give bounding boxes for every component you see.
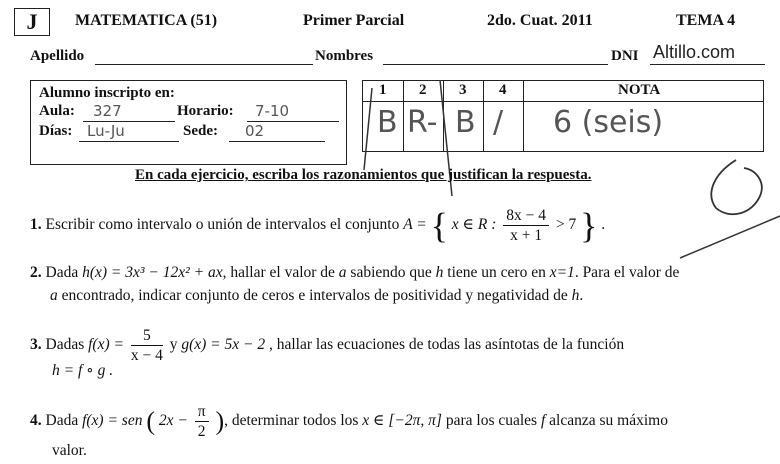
exercise-1-tail: . bbox=[601, 216, 606, 234]
paren-open-icon: ( bbox=[146, 406, 156, 436]
sede-value: 02 bbox=[245, 122, 265, 140]
exercise-3-text: , hallar las ecuaciones de todas las asíntotas de la función bbox=[268, 336, 625, 354]
exercise-4-arg: 2x − bbox=[158, 412, 188, 430]
grade-header-1: 1 bbox=[379, 82, 387, 98]
exercise-3-f-lhs: f(x) = bbox=[88, 336, 124, 354]
brace-open-icon: { bbox=[430, 205, 448, 246]
grade-header-4: 4 bbox=[499, 82, 507, 98]
grade-header-2: 2 bbox=[419, 82, 427, 98]
brace-close-icon: } bbox=[580, 205, 598, 246]
aula-value: 327 bbox=[93, 102, 122, 120]
term: 2do. Cuat. 2011 bbox=[487, 12, 593, 29]
exercise-2-zero: x=1 bbox=[549, 264, 575, 281]
nombres-label: Nombres bbox=[315, 48, 374, 64]
exercise-1-number: 1. bbox=[30, 216, 42, 234]
exercise-2 bbox=[30, 262, 679, 284]
exercise-2-text-5: encontrado, indicar conjunto de ceros e intervalos de positividad y negatividad de bbox=[61, 287, 568, 304]
sede-label: Sede: bbox=[183, 123, 218, 139]
exercise-2-lead: Dada bbox=[45, 264, 79, 281]
grade-4-mark: / bbox=[493, 105, 504, 140]
exercise-1-relation: > 7 bbox=[555, 216, 577, 234]
exercise-2-var-h: h bbox=[435, 264, 444, 281]
dni-label: DNI bbox=[611, 48, 639, 64]
exercise-3-fraction bbox=[131, 326, 163, 365]
version-letter-box: J bbox=[14, 8, 50, 36]
exercise-2-function: h(x) = 3x³ − 12x² + ax bbox=[82, 264, 223, 281]
exercise-4 bbox=[30, 402, 668, 441]
exercise-2-text-2: sabiendo que bbox=[350, 264, 432, 281]
exercise-3-g: g(x) = 5x − 2 bbox=[181, 336, 266, 354]
exercise-3-lead: Dadas bbox=[45, 336, 85, 354]
exercise-1-set-head: x ∈ R : bbox=[451, 216, 497, 234]
exercise-4-fraction bbox=[195, 402, 209, 441]
exercise-4-f-lhs: f(x) = sen bbox=[82, 412, 143, 430]
inscription-title: Alumno inscripto en: bbox=[39, 85, 175, 101]
exercise-3-conj: y bbox=[169, 336, 178, 354]
exercise-4-frac-num: π bbox=[195, 402, 209, 422]
exercise-1-text: Escribir como intervalo o unión de intervalos el conjunto bbox=[45, 216, 400, 234]
exercise-4-domain: x ∈ [−2π, π] bbox=[362, 412, 442, 430]
grade-2-mark: R- bbox=[407, 105, 438, 140]
exercise-1-fraction bbox=[503, 206, 549, 245]
exercise-3-frac-num: 5 bbox=[131, 326, 163, 346]
exercise-2-line-2 bbox=[50, 285, 583, 307]
exercise-4-text-1: , determinar todos los bbox=[224, 412, 359, 430]
nota-header: NOTA bbox=[618, 82, 661, 98]
grade-1-mark: B bbox=[377, 105, 398, 140]
exercise-2-var-h-2: h bbox=[571, 287, 580, 304]
exercise-3-h: h = f ∘ g . bbox=[52, 362, 114, 379]
exercise-4-text-2: para los cuales bbox=[445, 412, 538, 430]
exercise-2-text-4: . Para el valor de bbox=[574, 264, 680, 281]
horario-label: Horario: bbox=[177, 103, 234, 119]
pen-stroke-3 bbox=[680, 216, 780, 258]
exercise-1-set-lhs: A = bbox=[403, 216, 427, 234]
pen-loop bbox=[711, 160, 761, 214]
exercise-2-var-a: a bbox=[338, 264, 347, 281]
exercise-3-line-2 bbox=[52, 360, 113, 382]
exam-name: Primer Parcial bbox=[303, 12, 405, 29]
pen-stroke-1 bbox=[364, 88, 372, 170]
topic: TEMA 4 bbox=[676, 12, 736, 29]
exercise-2-number: 2. bbox=[30, 264, 42, 281]
exercise-1-frac-den: x + 1 bbox=[510, 227, 543, 244]
exercise-3-number: 3. bbox=[30, 336, 42, 354]
dni-value: Altillo.com bbox=[653, 42, 736, 62]
grade-3-mark: B bbox=[455, 105, 476, 140]
apellido-label: Apellido bbox=[30, 48, 85, 64]
exercise-4-lead: Dada bbox=[45, 412, 79, 430]
exercise-1-frac-num: 8x − 4 bbox=[503, 206, 549, 226]
exercise-3-frac-den: x − 4 bbox=[130, 347, 163, 364]
aula-label: Aula: bbox=[39, 103, 75, 119]
exercise-4-var-f: f bbox=[540, 412, 546, 430]
horario-value: 7-10 bbox=[255, 102, 290, 120]
nota-value: 6 (seis) bbox=[553, 105, 664, 140]
exercise-1 bbox=[30, 206, 605, 245]
exercise-2-var-a-2: a bbox=[50, 287, 58, 304]
grade-header-3: 3 bbox=[459, 82, 467, 98]
exercise-2-end: . bbox=[579, 287, 584, 304]
exercise-4-line-2 bbox=[52, 440, 87, 462]
instruction: En cada ejercicio, escriba los razonamientos que justifican la respuesta. bbox=[135, 167, 592, 183]
paren-close-icon: ) bbox=[215, 406, 225, 436]
exercise-4-text-3: alcanza su máximo bbox=[549, 412, 668, 430]
exercise-2-text-3: tiene un cero en bbox=[447, 264, 546, 281]
course-title: MATEMATICA (51) bbox=[75, 12, 218, 29]
dias-label: Días: bbox=[39, 123, 73, 139]
exercise-3 bbox=[30, 326, 624, 365]
exercise-4-frac-den: 2 bbox=[197, 423, 206, 440]
dias-value: Lu-Ju bbox=[87, 122, 125, 140]
exercise-4-number: 4. bbox=[30, 412, 42, 430]
exercise-2-text-1: , hallar el valor de bbox=[222, 264, 335, 281]
exercise-4-line-2-text: valor. bbox=[52, 442, 87, 459]
